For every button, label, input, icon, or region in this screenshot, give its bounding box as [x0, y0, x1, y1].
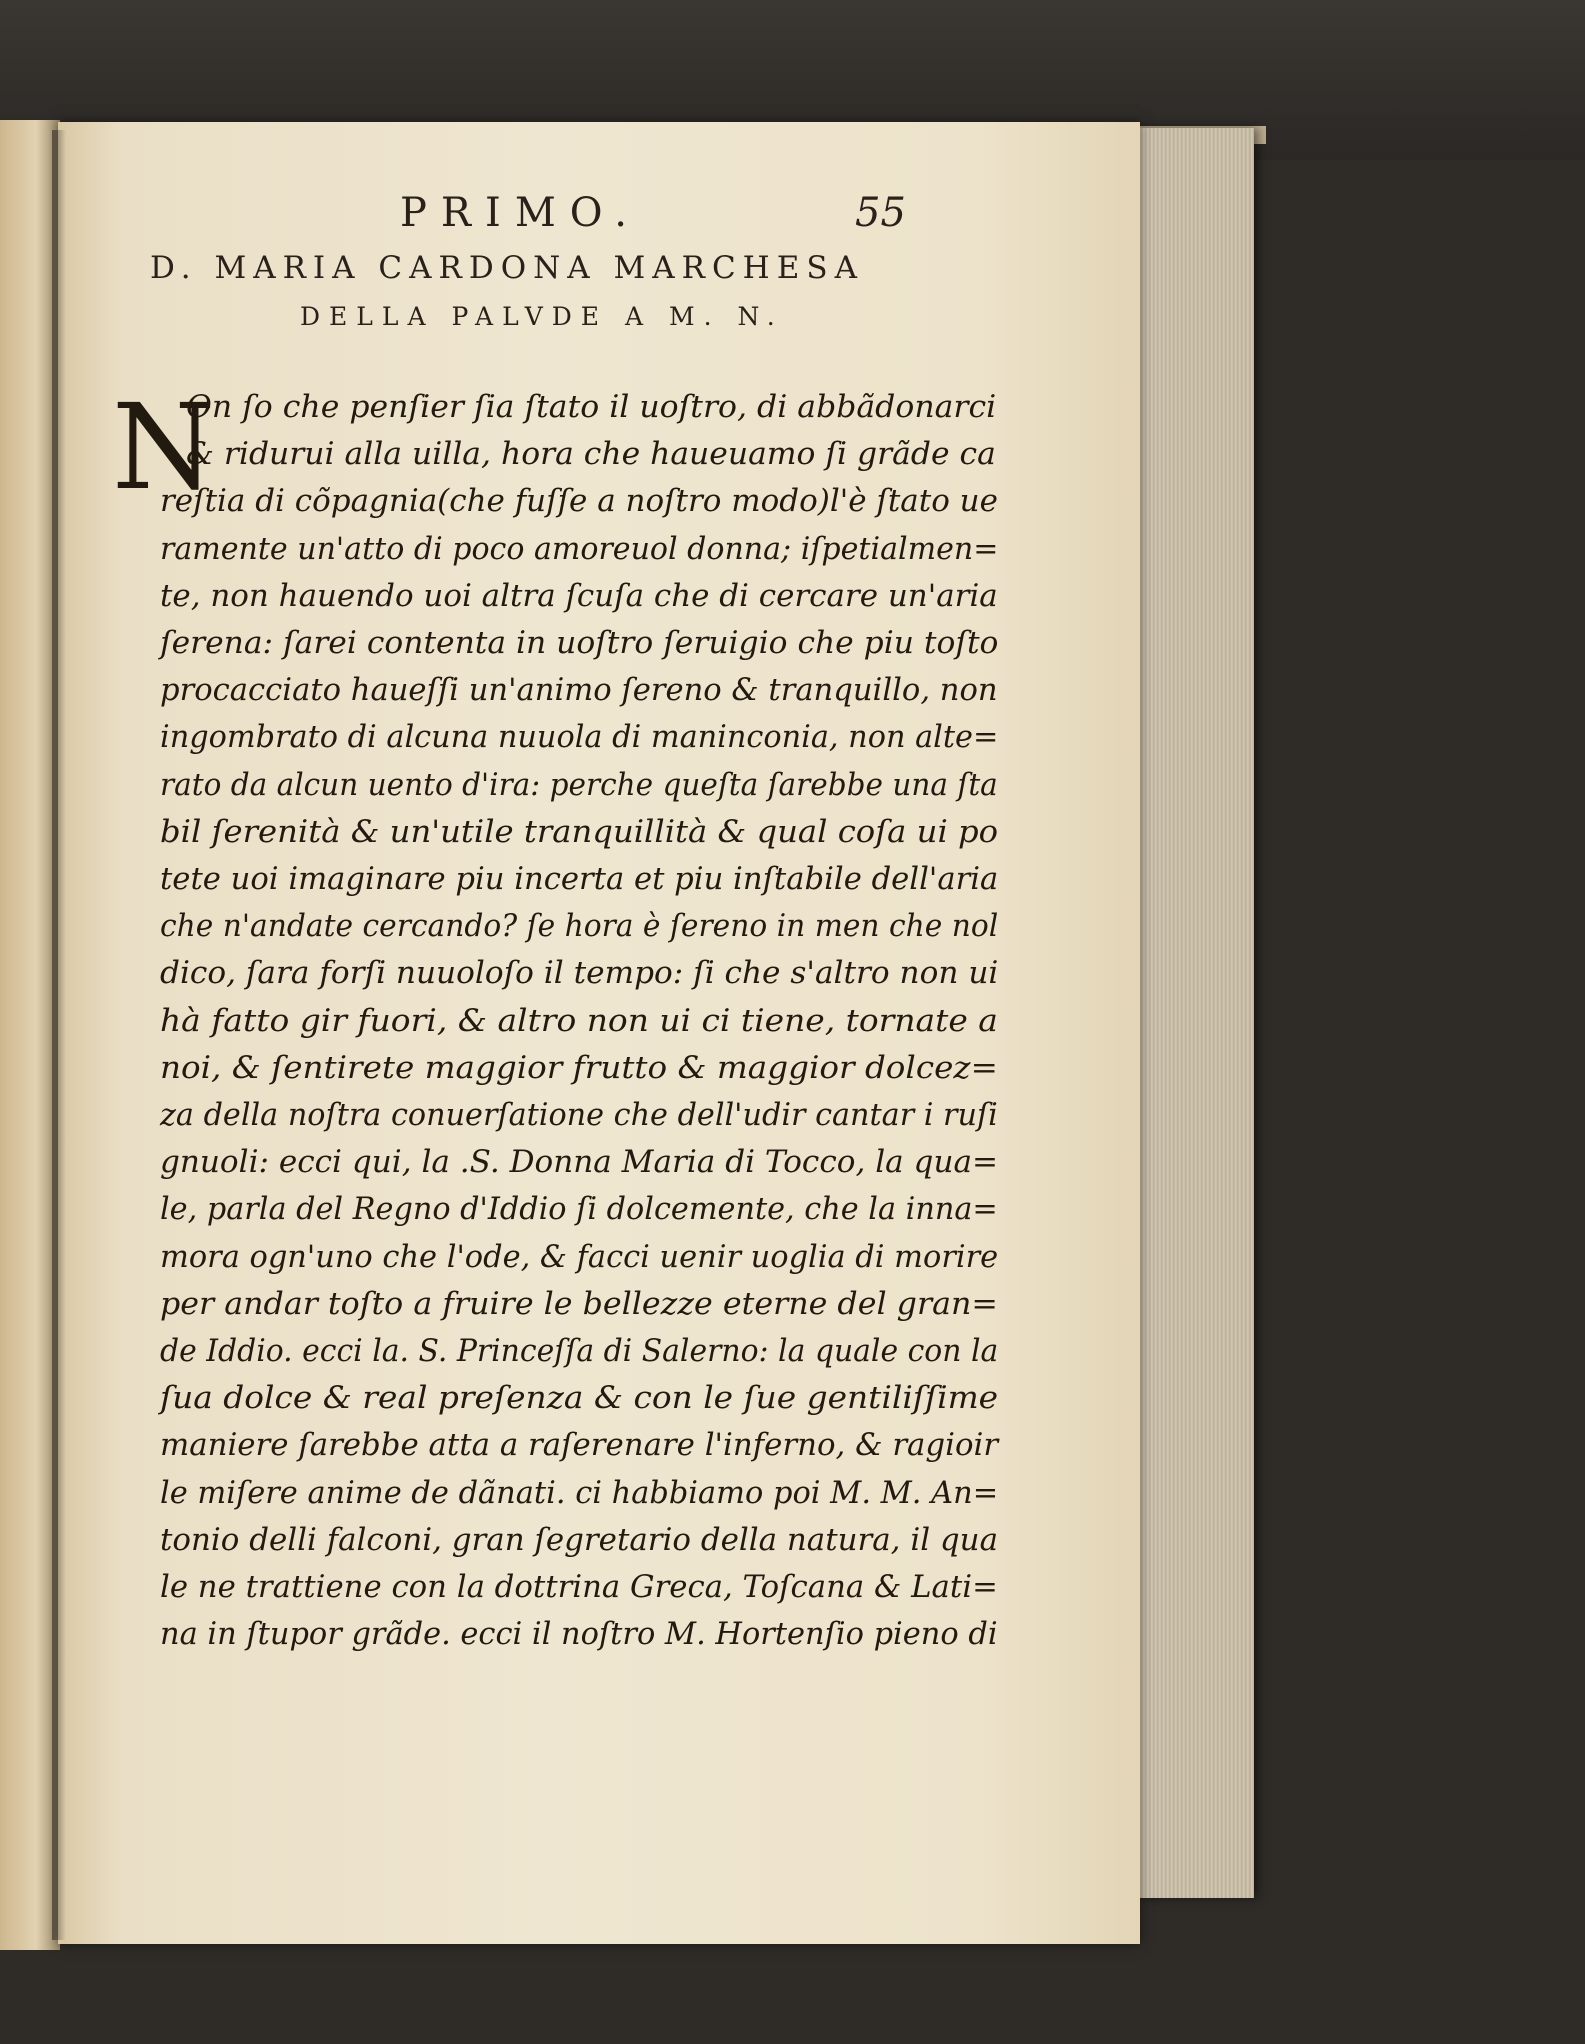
- body-line: reſtia di cõpagnia(che fuſſe a noſtro modo)l'è ſtato ue: [160, 483, 998, 520]
- body-line: dico, ſara forſi nuuoloſo il tempo: ſi che s'altro non ui: [160, 955, 999, 992]
- body-line: ſerena: ſarei contenta in uoſtro ſeruigio che piu toſto: [160, 625, 999, 661]
- body-line: rato da alcun uento d'ira: perche queſta ſarebbe una ſta: [160, 766, 998, 803]
- body-line: noi, & ſentirete maggior frutto & maggior dolcez=: [160, 1049, 998, 1086]
- page-number: 55: [855, 190, 906, 236]
- body-line: le miſere anime de dãnati. ci habbiamo poi M. M. An=: [160, 1474, 999, 1511]
- running-head-title: PRIMO.: [400, 190, 641, 236]
- body-line: le ne trattiene con la dottrina Greca, Toſcana & Lati=: [160, 1569, 998, 1605]
- body-line: na in ſtupor grãde. ecci il noſtro M. Hortenſio pieno di: [160, 1616, 998, 1653]
- body-line: per andar toſto a fruire le bellezze eterne del gran=: [160, 1285, 998, 1322]
- body-line: maniere ſarebbe atta a raſerenare l'inferno, & ragioir: [160, 1427, 999, 1464]
- drop-cap: N: [112, 378, 216, 516]
- body-line: ramente un'atto di poco amoreuol donna; iſpetialmen=: [160, 530, 999, 567]
- page-block-edge: [1136, 128, 1254, 1898]
- body-line: che n'andate cercando? ſe hora è ſereno in men che nol: [160, 908, 999, 945]
- body-line: gnuoli: ecci qui, la .S. Donna Maria di Tocco, la qua=: [160, 1144, 999, 1181]
- body-line: ſua dolce & real preſenza & con le ſue gentiliſſime: [160, 1380, 999, 1417]
- body-line: procacciato haueſſi un'animo ſereno & tranquillo, non: [160, 672, 998, 709]
- letter-heading-line1: D. MARIA CARDONA MARCHESA: [150, 250, 864, 286]
- body-line: & ridurui alla uilla, hora che haueuamo ſi grãde ca: [186, 436, 996, 473]
- running-head: [400, 190, 960, 250]
- body-line: On ſo che penſier ſia ſtato il uoſtro, di abbãdonarci: [186, 389, 997, 425]
- body-line: ingombrato di alcuna nuuola di maninconia, non alte=: [160, 719, 999, 756]
- gutter-shadow: [52, 130, 66, 1940]
- letter-heading-line2: DELLA PALVDE A M. N.: [300, 302, 784, 331]
- body-line: za della noſtra conuerſatione che dell'udir cantar i ruſi: [160, 1097, 998, 1133]
- facing-page-edge: [0, 120, 60, 1950]
- body-line: tonio delli falconi, gran ſegretario della natura, il qua: [160, 1521, 998, 1558]
- body-line: hà fatto gir fuori, & altro non ui ci tiene, tornate a: [160, 1002, 998, 1039]
- body-line: mora ogn'uno che l'ode, & facci uenir uoglia di morire: [160, 1238, 999, 1275]
- body-line: tete uoi imaginare piu incerta et piu inſtabile dell'aria: [160, 861, 999, 897]
- body-line: de Iddio. ecci la. S. Princeſſa di Salerno: la quale con la: [160, 1333, 999, 1369]
- body-line: le, parla del Regno d'Iddio ſi dolcemente, che la inna=: [160, 1191, 998, 1228]
- body-line: te, non hauendo uoi altra ſcuſa che di cercare un'aria: [160, 577, 998, 614]
- body-line: bil ſerenità & un'utile tranquillità & qual coſa ui po: [160, 813, 999, 850]
